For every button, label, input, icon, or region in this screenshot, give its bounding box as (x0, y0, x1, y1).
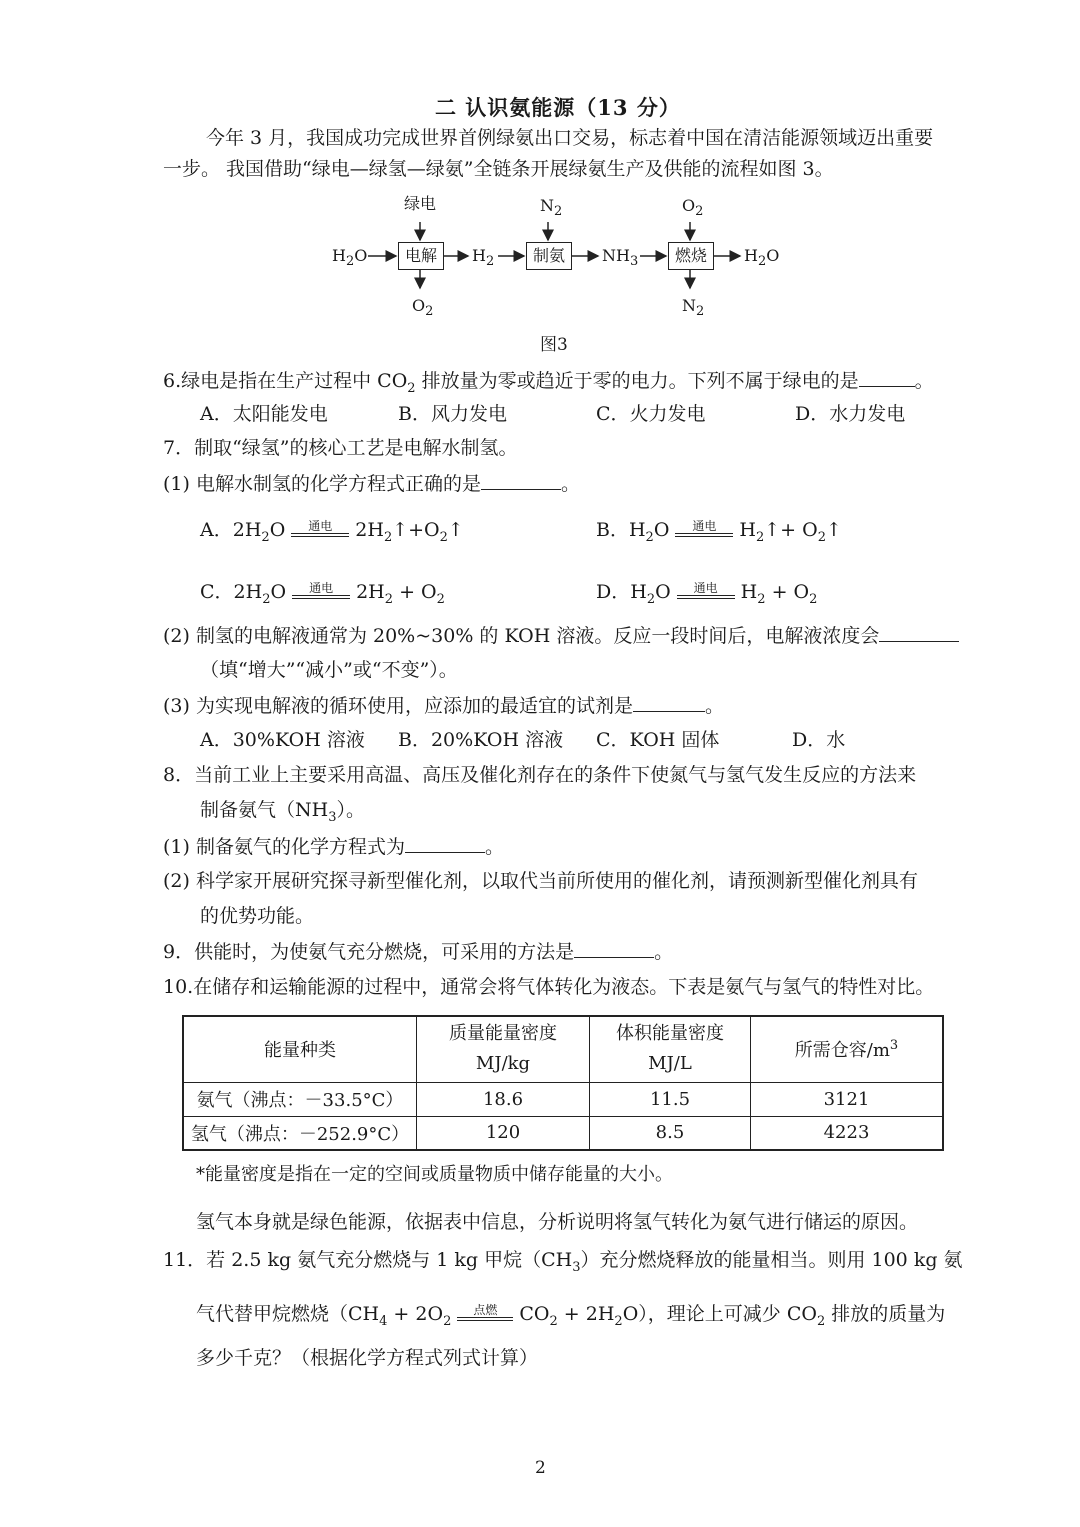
q6-option-c: C．火力发电 (596, 403, 706, 425)
label-nh3: $NH_3$ (602, 246, 639, 270)
q7-option-b: B．$H_2O$ 通电 $H_2↑+$ $O_2↑$ (596, 519, 842, 545)
q8-line1: 8．当前工业上主要采用高温、高压及催化剂存在的条件下使氮气与氢气发生反应的方法来 (163, 764, 917, 786)
flow-diagram (320, 190, 800, 320)
q11-line1: 11．若 2.5 kg 氨气充分燃烧与 1 kg 甲烷$(CH_3)$充分燃烧释放的能量相当。则用 100 kg 氨 (163, 1249, 963, 1275)
q7-p3-option-b: B．20%KOH 溶液 (398, 729, 564, 751)
q8-p1-blank[interactable] (405, 834, 485, 853)
row-hydrogen-capacity: 4223 (751, 1116, 944, 1150)
q7-p1-stem: (1) 电解水制氢的化学方程式正确的是 。 (163, 473, 580, 495)
row-ammonia-mass: 18.6 (417, 1082, 590, 1116)
intro-line-2: 一步。 我国借助“绿电—绿氢—绿氨”全链条开展绿氨生产及供能的流程如图 3。 (163, 158, 834, 180)
q8-p1-stem: (1) 制备氨气的化学方程式为 。 (163, 836, 504, 858)
q9-stem: 9．供能时，为使氨气充分燃烧，可采用的方法是 。 (163, 941, 674, 963)
q6-stem: 6.绿电是指在生产过程中 $CO_2$ 排放量为零或趋近于零的电力。下列不属于绿电的是 。 (163, 370, 934, 396)
label-n2-out: $N_2$ (682, 296, 705, 320)
row-ammonia-capacity: 3121 (751, 1082, 944, 1116)
q7-p1-blank[interactable] (481, 471, 561, 490)
q11-line2: 气代替甲烷燃烧（$CH_4 + 2O_2$ 点燃 $CO_2 + 2H_2O$），理论上可减少 $CO_2$ 排放的质量为 (196, 1303, 946, 1329)
label-o2-in: $O_2$ (682, 196, 704, 220)
q8-p2-line1: (2) 科学家开展研究探寻新型催化剂，以取代当前所使用的催化剂，请预测新型催化剂具有 (163, 870, 918, 892)
q7-p3-stem: (3) 为实现电解液的循环使用，应添加的最适宜的试剂是 。 (163, 695, 724, 717)
header-energy-type: 能量种类 (183, 1016, 417, 1082)
figure-caption: 图3 (540, 335, 568, 355)
energy-comparison-table (182, 1015, 944, 1151)
label-h2: $H_2$ (472, 246, 495, 270)
label-green-power: 绿电 (404, 194, 437, 213)
section-title: 二 认识氨能源（13 分） (435, 95, 681, 120)
q6-option-b: B．风力发电 (398, 403, 507, 425)
header-mass-density: 质量能量密度 MJ/kg (417, 1016, 590, 1082)
q8-p2-line2: 的优势功能。 (200, 905, 315, 927)
q7-option-d: D．$H_2O$ 通电 $H_2 + O_2$ (596, 581, 818, 607)
row-hydrogen-volume: 8.5 (590, 1116, 751, 1150)
q7-stem: 7．制取“绿氢”的核心工艺是电解水制氢。 (163, 437, 518, 459)
header-storage-capacity: 所需仓容$/m^3$ (751, 1016, 944, 1082)
row-ammonia-volume: 11.5 (590, 1082, 751, 1116)
q7-option-a: A．$2H_2O$ 通电 $2H_2↑+O_2↑$ (200, 519, 464, 545)
q7-p3-option-a: A．30%KOH 溶液 (200, 729, 365, 751)
label-o2-out: $O_2$ (412, 296, 434, 320)
row-hydrogen-name: 氢气（沸点：－252.9°C） (183, 1116, 417, 1150)
page-number: 2 (535, 1458, 546, 1478)
q8-line2: 制备氨气$(NH_3)$。 (200, 799, 365, 825)
box-combustion: 燃烧 (668, 242, 714, 270)
box-synthesis: 制氨 (526, 242, 572, 270)
q7-p2-line1: (2) 制氢的电解液通常为 20%~30% 的 KOH 溶液。反应一段时间后，电解液浓度会 (163, 623, 959, 648)
q7-p2-blank[interactable] (879, 623, 959, 642)
row-hydrogen-mass: 120 (417, 1116, 590, 1150)
q9-blank[interactable] (574, 939, 654, 958)
label-h2o-out: $H_2O$ (744, 246, 780, 270)
table-row (183, 1116, 943, 1150)
q6-option-d: D．水力发电 (795, 403, 906, 425)
q6-option-a: A．太阳能发电 (200, 403, 328, 425)
q10-question: 氢气本身就是绿色能源，依据表中信息，分析说明将氢气转化为氨气进行储运的原因。 (196, 1211, 919, 1233)
q11-line3: 多少千克？（根据化学方程式列式计算） (196, 1347, 539, 1369)
table-header-row (183, 1016, 943, 1082)
q7-option-c: C．$2H_2O$ 通电 $2H_2 + O_2$ (200, 581, 445, 607)
label-n2-in: $N_2$ (540, 196, 563, 220)
intro-line-1: 今年 3 月，我国成功完成世界首例绿氨出口交易，标志着中国在清洁能源领域迈出重要 (206, 127, 934, 149)
q7-p3-option-c: C．KOH 固体 (596, 729, 720, 751)
q7-p3-option-d: D．水 (792, 729, 846, 751)
q7-p3-blank[interactable] (633, 693, 705, 712)
row-ammonia-name: 氨气（沸点：－33.5°C） (183, 1082, 417, 1116)
q10-stem: 10.在储存和运输能源的过程中，通常会将气体转化为液态。下表是氨气与氢气的特性对比。 (163, 976, 935, 998)
label-h2o-in: $H_2O$ (332, 246, 368, 270)
box-electrolysis: 电解 (398, 242, 444, 270)
q7-p2-line2: （填“增大”“减小”或“不变”）。 (200, 659, 458, 681)
q10-note: *能量密度是指在一定的空间或质量物质中储存能量的大小。 (196, 1164, 673, 1185)
header-volume-density: 体积能量密度 MJ/L (590, 1016, 751, 1082)
table-row (183, 1082, 943, 1116)
q6-blank[interactable] (859, 368, 915, 387)
